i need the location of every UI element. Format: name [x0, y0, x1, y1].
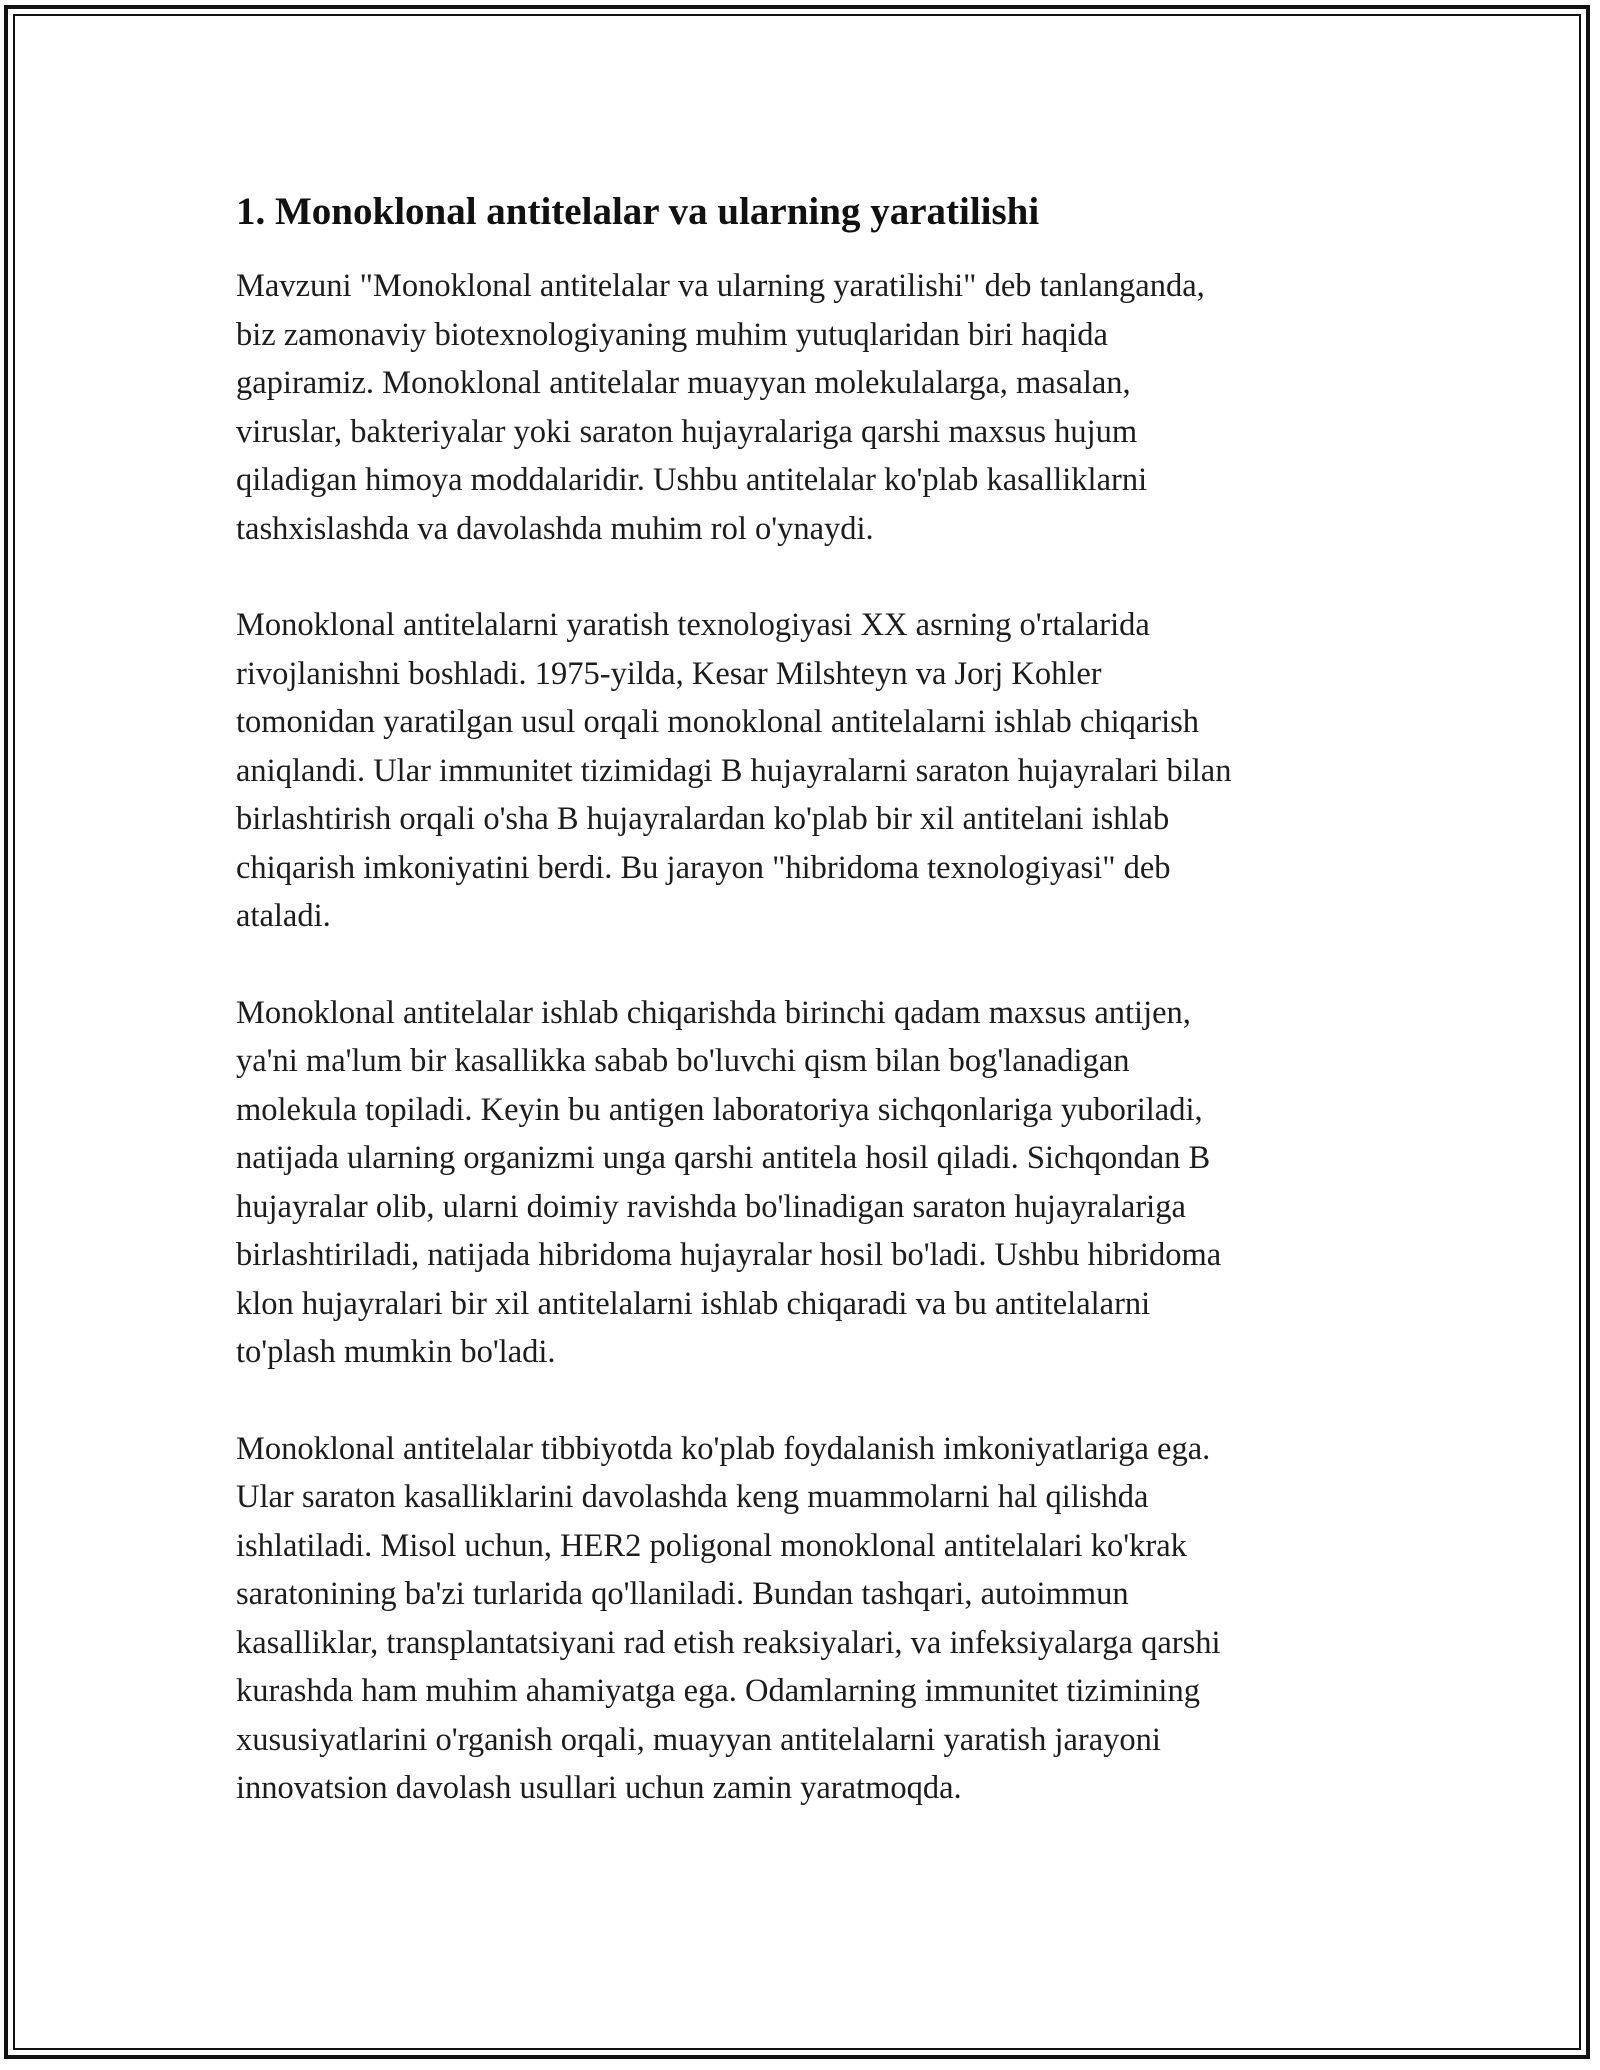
paragraph-line: biz zamonaviy biotexnologiyaning muhim yutuqlaridan biri haqida [236, 316, 1108, 353]
document-title: 1. Monoklonal antitelalar va ularning yaratilishi [236, 190, 1040, 233]
paragraph-line: kasalliklar, transplantatsiyani rad etish reaksiyalari, va infeksiyalarga qarshi [236, 1624, 1221, 1661]
paragraph-line: innovatsion davolash usullari uchun zamin yaratmoqda. [236, 1770, 962, 1806]
paragraph-line: Mavzuni "Monoklonal antitelalar va ularning yaratilishi" deb tanlanganda, [236, 268, 1205, 304]
paragraph [236, 989, 1376, 1377]
paragraph-line: Monoklonal antitelalar ishlab chiqarishda birinchi qadam maxsus antijen, [236, 994, 1191, 1031]
paragraph-line: klon hujayralari bir xil antitelalarni ishlab chiqaradi va bu antitelalarni [236, 1285, 1151, 1322]
paragraph [236, 262, 1376, 553]
paragraph-line: qiladigan himoya moddalaridir. Ushbu antitelalar ko'plab kasalliklarni [236, 462, 1148, 498]
paragraph-line: ataladi. [236, 898, 331, 934]
paragraph-line: xususiyatlarini o'rganish orqali, muayyan antitelalarni yaratish jarayoni [236, 1721, 1161, 1758]
paragraph-line: kurashda ham muhim ahamiyatga ega. Odamlarning immunitet tizimining [236, 1673, 1200, 1709]
document-paragraphs [236, 262, 1376, 1813]
paragraph-line: Monoklonal antitelalarni yaratish texnologiyasi XX asrning o'rtalarida [236, 607, 1150, 643]
paragraph-line: birlashtirish orqali o'sha B hujayralardan ko'plab bir xil antitelani ishlab [236, 801, 1170, 837]
paragraph [236, 601, 1376, 941]
paragraph-line: rivojlanishni boshladi. 1975-yilda, Kesar Milshteyn va Jorj Kohler [236, 655, 1102, 692]
paragraph-line: molekula topiladi. Keyin bu antigen laboratoriya sichqonlariga yuboriladi, [236, 1091, 1203, 1128]
paragraph-line: tashxislashda va davolashda muhim rol o'ynaydi. [236, 510, 874, 547]
paragraph-line: aniqlandi. Ular immunitet tizimidagi B hujayralarni saraton hujayralari bilan [236, 752, 1232, 789]
paragraph-line: chiqarish imkoniyatini berdi. Bu jarayon "hibridoma texnologiyasi" deb [236, 849, 1171, 886]
paragraph-line: birlashtiriladi, natijada hibridoma hujayralar hosil bo'ladi. Ushbu hibridoma [236, 1237, 1222, 1273]
paragraph [236, 1425, 1376, 1813]
paragraph-line: Monoklonal antitelalar tibbiyotda ko'plab foydalanish imkoniyatlariga ega. [236, 1430, 1211, 1467]
document-body [236, 186, 1376, 1813]
paragraph-line: viruslar, bakteriyalar yoki saraton hujayralariga qarshi maxsus hujum [236, 413, 1138, 450]
paragraph-line: hujayralar olib, ularni doimiy ravishda bo'linadigan saraton hujayralariga [236, 1188, 1186, 1225]
paragraph-line: Ular saraton kasalliklarini davolashda keng muammolarni hal qilishda [236, 1479, 1149, 1515]
paragraph-line: to'plash mumkin bo'ladi. [236, 1334, 556, 1370]
paragraph-line: natijada ularning organizmi unga qarshi antitela hosil qiladi. Sichqondan B [236, 1140, 1211, 1176]
paragraph-line: gapiramiz. Monoklonal antitelalar muayyan molekulalarga, masalan, [236, 365, 1131, 401]
paragraph-line: ya'ni ma'lum bir kasallikka sabab bo'luvchi qism bilan bog'lanadigan [236, 1043, 1130, 1079]
paragraph-line: tomonidan yaratilgan usul orqali monoklonal antitelalarni ishlab chiqarish [236, 704, 1200, 740]
paragraph-line: saratonining ba'zi turlarida qo'llaniladi. Bundan tashqari, autoimmun [236, 1576, 1129, 1612]
paragraph-line: ishlatiladi. Misol uchun, HER2 poligonal monoklonal antitelalari ko'krak [236, 1527, 1187, 1564]
